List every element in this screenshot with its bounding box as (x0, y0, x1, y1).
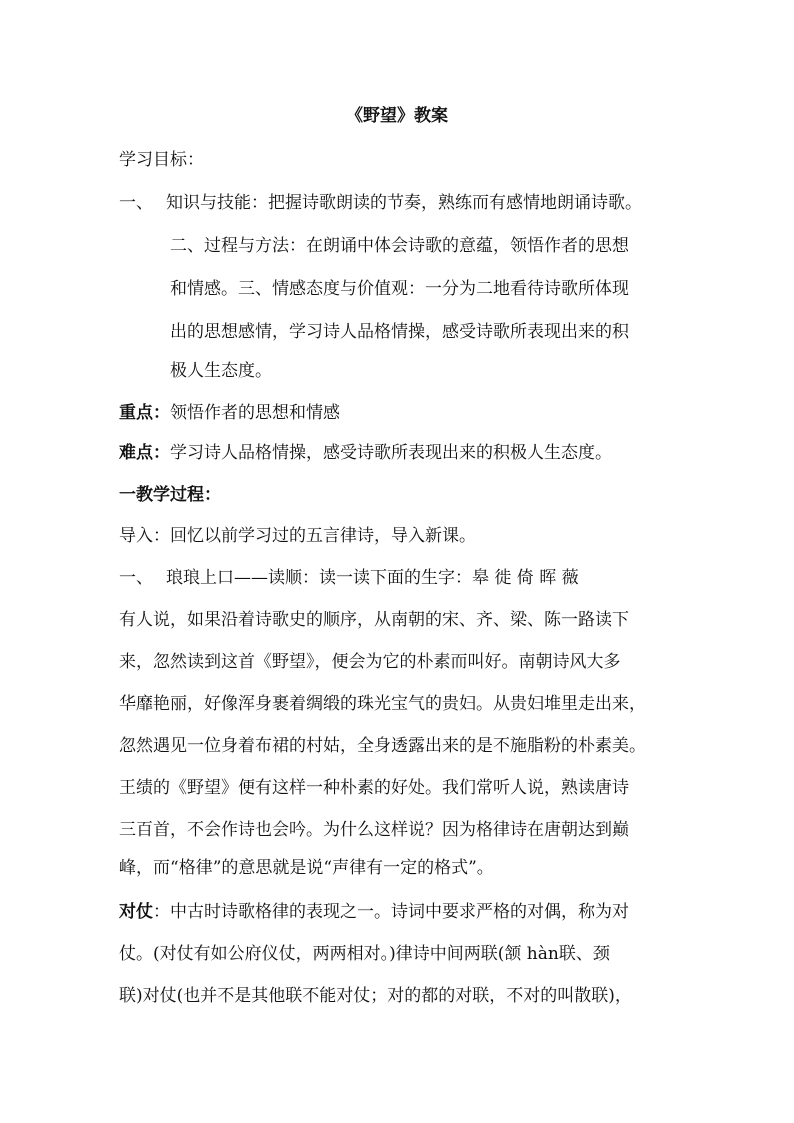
paragraph-line: 有人说，如果沿着诗歌史的顺序，从南朝的宋、齐、梁、陈一路读下 (119, 610, 629, 630)
key-point-label: 重点： (119, 403, 170, 423)
difficulty (119, 441, 612, 465)
paragraph-line: 忽然遇见一位身着布裙的村姑，全身透露出来的是不施脂粉的朴素美。 (119, 736, 646, 756)
paragraph-line: 峰，而“格律”的意思就是说“声律有一定的格式”。 (119, 858, 494, 878)
paragraph-line: 来，忽然读到这首《野望》，便会为它的朴素而叫好。南朝诗风大多 (119, 652, 621, 672)
objective-1 (119, 191, 642, 215)
document-title: 《野望》教案 (346, 106, 448, 126)
duizhang-line: 仗。(对仗有如公府仪仗，两两相对。)律诗中间两联(颔 hàn联、颈 (119, 944, 610, 964)
paragraph-line: 王绩的《野望》便有这样一种朴素的好处。我们常听人说，熟读唐诗 (119, 778, 629, 798)
duizhang-definition (119, 900, 629, 924)
difficulty-label: 难点： (119, 443, 170, 463)
objective-1-text: 知识与技能：把握诗歌朗读的节奏，熟练而有感情地朗诵诗歌。 (166, 193, 642, 213)
objective-2-line: 二、过程与方法：在朗诵中体会诗歌的意蕴，领悟作者的思想 (170, 236, 629, 256)
step-1 (119, 566, 579, 590)
duizhang-label: 对仗 (119, 902, 153, 922)
key-point-text: 领悟作者的思想和情感 (170, 403, 340, 423)
duizhang-first-line: ：中古时诗歌格律的表现之一。诗词中要求严格的对偶，称为对 (153, 902, 629, 922)
difficulty-text: 学习诗人品格情操，感受诗歌所表现出来的积极人生态度。 (170, 443, 612, 463)
paragraph-line: 华靡艳丽，好像浑身裹着绸缎的珠光宝气的贵妇。从贵妇堆里走出来， (119, 694, 646, 714)
step-1-text: 琅琅上口——读顺：读一读下面的生字：皋 徙 倚 晖 薇 (166, 568, 579, 588)
step-1-number: 一、 (119, 568, 153, 588)
key-point (119, 401, 340, 425)
intro-text: 导入：回忆以前学习过的五言律诗，导入新课。 (119, 526, 476, 546)
paragraph-line: 三百首，不会作诗也会吟。为什么这样说？因为格律诗在唐朝达到巅 (119, 820, 629, 840)
objective-1-number: 一、 (119, 193, 153, 213)
objectives-heading: 学习目标： (119, 150, 204, 170)
process-heading: 一教学过程： (119, 485, 221, 505)
objective-2-line: 出的思想感情，学习诗人品格情操，感受诗歌所表现出来的积 (170, 322, 629, 342)
objective-2-line: 极人生态度。 (170, 361, 272, 381)
objective-2-line: 和情感。三、情感态度与价值观：一分为二地看待诗歌所体现 (170, 279, 629, 299)
duizhang-line: 联)对仗(也并不是其他联不能对仗；对的都的对联，不对的叫散联)， (119, 986, 632, 1006)
